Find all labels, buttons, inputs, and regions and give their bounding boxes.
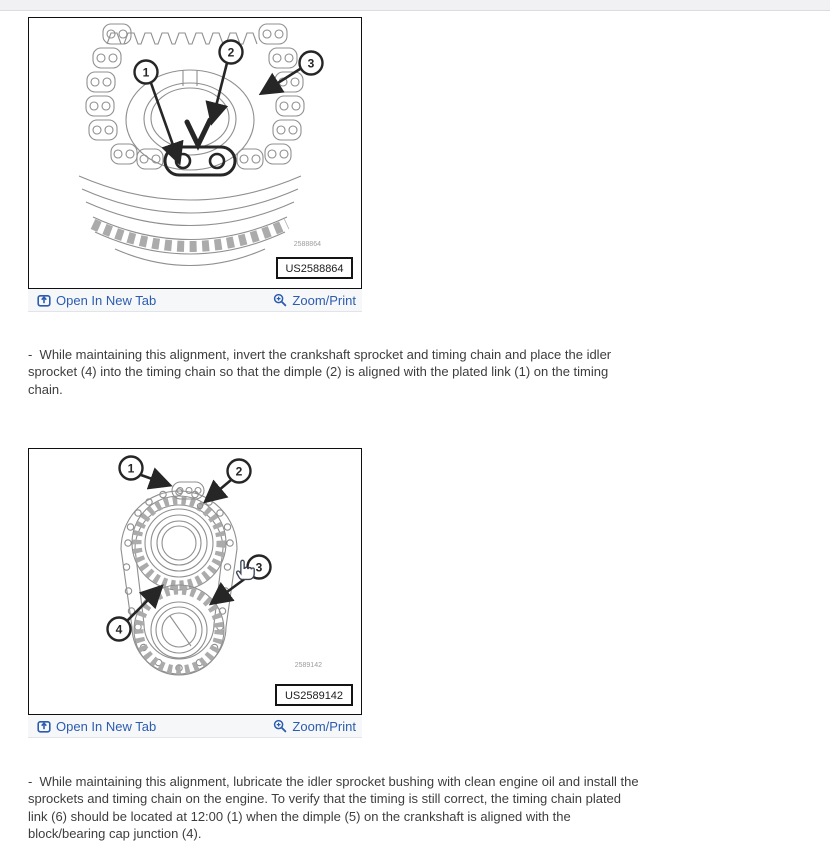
- drawing-number: 2588864: [293, 241, 321, 248]
- figure-id-label: [277, 258, 352, 278]
- figure1-image[interactable]: [28, 17, 362, 289]
- figure2-toolbar: [28, 715, 362, 738]
- idler-sprocket: [132, 496, 226, 590]
- figure1-card: [28, 17, 362, 312]
- callout-1: [120, 457, 143, 480]
- svg-text:1: 1: [127, 461, 135, 476]
- figure2-drawing: [29, 449, 361, 714]
- svg-text:2: 2: [235, 464, 243, 479]
- figure2-image[interactable]: [28, 448, 362, 715]
- top-divider: [0, 0, 830, 11]
- zoom-print-link[interactable]: [273, 719, 356, 734]
- open-in-new-tab-icon: [37, 719, 51, 733]
- instruction-paragraph-2: - While maintaining this alignment, lubricate the idler sprocket bushing with clean engine oil and install the sprockets and timing chain on the engine. To verify that the timing is still correct, the timing chain plated link (6) should be located at 12:00 (1) when the dimple (5) on the crankshaft is aligned with the block/bearing cap junction (4).: [28, 774, 643, 842]
- svg-text:4: 4: [115, 622, 123, 637]
- open-in-new-tab-link[interactable]: [37, 719, 156, 734]
- svg-text:1: 1: [142, 65, 150, 80]
- svg-text:3: 3: [255, 560, 263, 575]
- instruction-paragraph-1: - While maintaining this alignment, invert the crankshaft sprocket and timing chain and place the idler sprocket (4) into the timing chain so that the dimple (2) is aligned with the plated link (1) on the timing chain.: [28, 347, 615, 397]
- callout-1: [135, 61, 158, 84]
- svg-text:3: 3: [307, 56, 315, 71]
- figure-id-label: [276, 685, 352, 705]
- svg-text:US2589142: US2589142: [284, 690, 344, 702]
- zoom-print-label: Zoom/Print: [292, 292, 356, 308]
- callout-3: [300, 52, 323, 75]
- magnifier-plus-icon: [273, 719, 287, 733]
- zoom-print-link[interactable]: [273, 293, 356, 308]
- magnifier-plus-icon: [273, 293, 287, 307]
- open-in-new-tab-link[interactable]: [37, 293, 156, 308]
- dimple-v-mark: [187, 120, 210, 145]
- open-in-new-tab-label: Open In New Tab: [56, 292, 157, 308]
- drawing-number: 2589142: [294, 662, 322, 669]
- sprocket-bottom-teeth: [93, 217, 287, 266]
- figure1-drawing: [29, 18, 361, 288]
- zoom-print-label: Zoom/Print: [292, 718, 356, 734]
- callout-4: [108, 618, 131, 641]
- svg-text:US2588864: US2588864: [285, 263, 344, 275]
- figure1-toolbar: [28, 289, 362, 312]
- callout-2: [220, 41, 243, 64]
- svg-text:2: 2: [227, 45, 235, 60]
- sprocket-flanges: [79, 176, 301, 226]
- timing-chain-loop: [121, 489, 237, 674]
- crankshaft-sprocket: [134, 585, 224, 675]
- callout-2: [228, 460, 251, 483]
- open-in-new-tab-icon: [37, 293, 51, 307]
- open-in-new-tab-label: Open In New Tab: [56, 718, 157, 734]
- figure2-card: [28, 448, 362, 738]
